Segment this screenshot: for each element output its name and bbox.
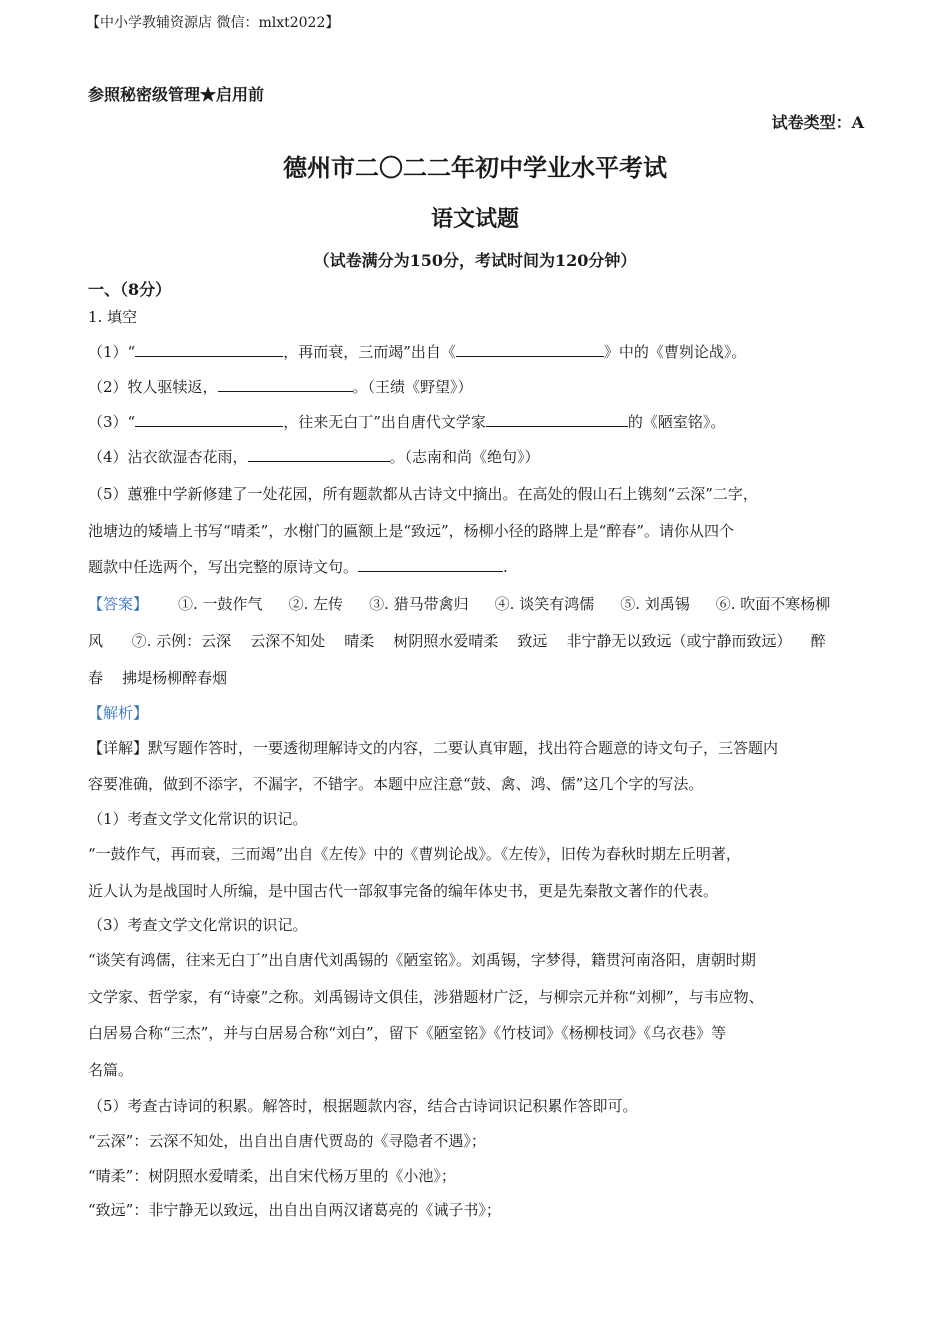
question-text: ，往来无白丁”出自唐代文学家 xyxy=(283,413,486,431)
question-item-5-line: 池塘边的矮墙上书写“晴柔”，水榭门的匾额上是“致远”，杨柳小径的路牌上是“醉春”。请你从四个 xyxy=(88,522,735,540)
question-text: （3）“ xyxy=(88,413,136,431)
question-text: 的《陋室铭》。 xyxy=(627,413,726,431)
analysis-line: 【详解】默写题作答时，一要透彻理解诗文的内容，二要认真审题，找出符合题意的诗文句子，三答题内 xyxy=(88,739,779,757)
answer-tag: 【答案】 xyxy=(88,595,149,613)
analysis-line: （5）考查古诗词的积累。解答时，根据题款内容，结合古诗词识记积累作答即可。 xyxy=(88,1097,638,1115)
question-text: （4）沾衣欲湿杏花雨， xyxy=(88,448,248,466)
answer-item: ②. 左传 xyxy=(288,595,344,613)
question-text: 。（王绩《野望》） xyxy=(352,378,473,396)
paper-type-label: 试卷类型：A xyxy=(771,113,864,132)
answer-item: ⑤. 刘禹锡 xyxy=(620,595,690,613)
analysis-line: 容要准确，做到不添字，不漏字，不错字。本题中应注意“鼓、禽、鸿、儒”这几个字的写法。 xyxy=(88,775,704,793)
analysis-line: 名篇。 xyxy=(88,1061,134,1079)
question-item-1 xyxy=(88,341,866,363)
answer-line-2: 风 ⑦. 示例：云深 云深不知处 晴柔 树阴照水爱晴柔 致远 非宁静无以致远（或宁静而致远） 醉 xyxy=(88,632,826,650)
question-item-4 xyxy=(88,446,866,468)
analysis-tag: 【解析】 xyxy=(88,704,149,722)
question-item-3 xyxy=(88,411,866,433)
analysis-line: “云深”：云深不知处，出自出自唐代贾岛的《寻隐者不遇》； xyxy=(88,1132,486,1150)
question-item-5-line: （5）蕙雅中学新修建了一处花园，所有题款都从古诗文中摘出。在高处的假山石上镌刻“云深”二字， xyxy=(88,485,758,503)
answer-blank[interactable] xyxy=(135,411,283,427)
answer-item: ①. 一鼓作气 xyxy=(178,595,263,613)
answer-blank[interactable] xyxy=(486,411,628,427)
question-text: . xyxy=(503,558,508,576)
analysis-line: “致远”：非宁静无以致远，出自出自两汉诸葛亮的《诫子书》； xyxy=(88,1201,501,1219)
answer-blank[interactable] xyxy=(135,341,283,357)
analysis-line: （1）考查文学文化常识的识记。 xyxy=(88,810,308,828)
exam-note: （试卷满分为150分，考试时间为120分钟） xyxy=(313,251,637,270)
watermark-text: 【中小学教辅资源店 微信：mlxt2022】 xyxy=(86,15,340,31)
section-heading: 一、（8分） xyxy=(88,280,172,299)
question-text: （1）“ xyxy=(88,343,136,361)
question-item-2 xyxy=(88,376,866,398)
question-text: ，再而衰，三而竭”出自《 xyxy=(283,343,456,361)
answer-line-1 xyxy=(88,593,866,615)
question-text: 。（志南和尚《绝句》） xyxy=(389,448,540,466)
answer-item: ④. 谈笑有鸿儒 xyxy=(494,595,595,613)
question-text: （2）牧人驱犊返， xyxy=(88,378,218,396)
subject-title: 语文试题 xyxy=(430,206,519,232)
analysis-line: 近人认为是战国时人所编，是中国古代一部叙事完备的编年体史书，更是先秦散文著作的代表。 xyxy=(88,882,719,900)
question-item-5-line xyxy=(88,556,866,578)
secret-level-label: 参照秘密级管理★启用前 xyxy=(88,85,265,104)
analysis-line: 文学家、哲学家，有“诗豪”之称。刘禹锡诗文俱佳，涉猎题材广泛，与柳宗元并称“刘柳”，与韦应物、 xyxy=(88,988,764,1006)
answer-blank[interactable] xyxy=(248,446,390,462)
answer-item: ③. 猎马带禽归 xyxy=(369,595,469,613)
question-text: 题款中任选两个，写出完整的原诗文句。 xyxy=(88,558,359,576)
answer-item: ⑥. 吹面不寒杨柳 xyxy=(715,595,831,613)
analysis-line: “晴柔”：树阴照水爱晴柔，出自宋代杨万里的《小池》； xyxy=(88,1167,456,1185)
answer-line-3: 春 拂堤杨柳醉春烟 xyxy=(88,669,228,687)
analysis-line: （3）考查文学文化常识的识记。 xyxy=(88,916,308,934)
answer-blank[interactable] xyxy=(358,556,503,572)
question-heading: 1. 填空 xyxy=(88,308,138,326)
analysis-line: 白居易合称“三杰”，并与白居易合称“刘白”，留下《陋室铭》《竹枝词》《杨柳枝词》《乌衣巷》等 xyxy=(88,1024,727,1042)
exam-title: 德州市二〇二二年初中学业水平考试 xyxy=(283,153,667,182)
question-text: 》中的《曹刿论战》。 xyxy=(603,343,747,361)
analysis-line: “一鼓作气，再而衰，三而竭”出自《左传》中的《曹刿论战》。《左传》，旧传为春秋时期左丘明著， xyxy=(88,845,741,863)
analysis-line: “谈笑有鸿儒，往来无白丁”出自唐代刘禹锡的《陋室铭》。刘禹锡，字梦得，籍贯河南洛阳，唐朝时期 xyxy=(88,951,756,969)
answer-blank[interactable] xyxy=(456,341,604,357)
answer-blank[interactable] xyxy=(218,376,353,392)
